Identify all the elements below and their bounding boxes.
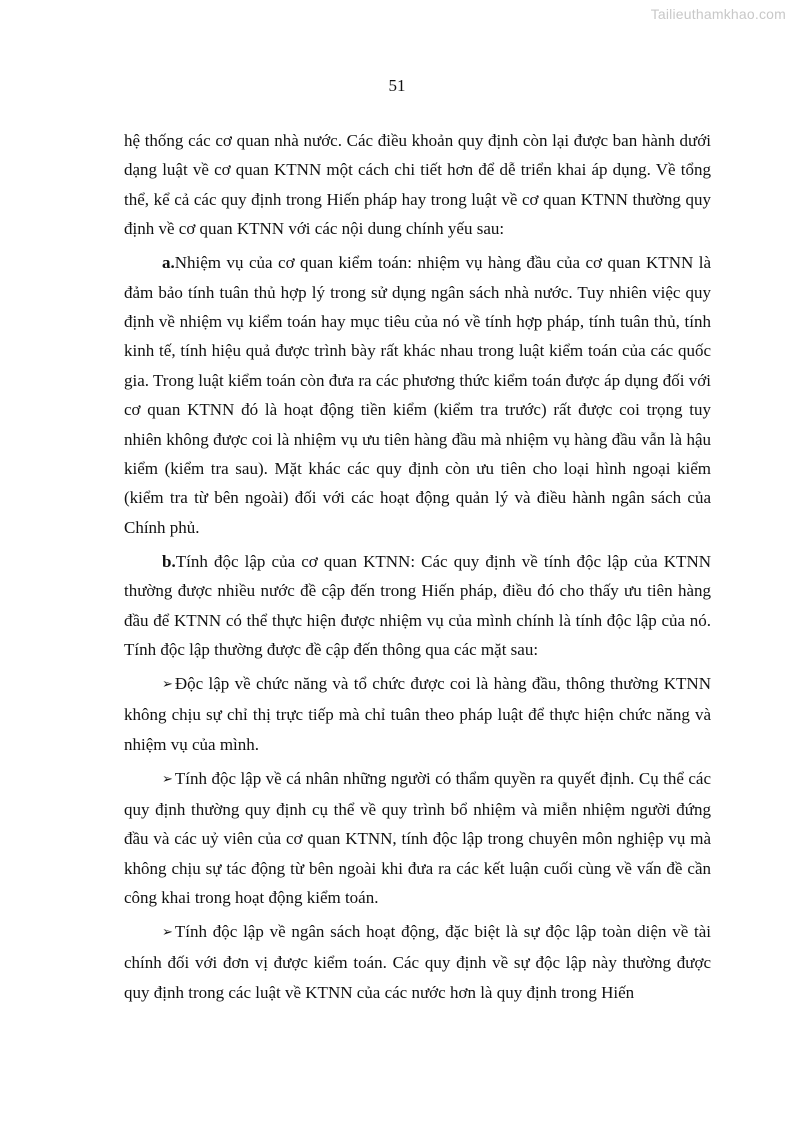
watermark: Tailieuthamkhao.com (650, 6, 786, 22)
bullet-item-1 (124, 669, 711, 759)
bullet-item-2 (124, 764, 711, 913)
section-b-label: b. (162, 551, 176, 571)
page-body (124, 126, 711, 1012)
arrow-bullet-icon: ➢ (162, 676, 173, 692)
paragraph-intro: hệ thống các cơ quan nhà nước. Các điều khoản quy định còn lại được ban hành dưới dạng luật về cơ quan KTNN một cách chi tiết hơn để dễ triển khai áp dụng. Về tổng thể, kể cả các quy định trong Hiến pháp hay trong luật về cơ quan KTNN thường quy định về cơ quan KTNN với các nội dung chính yếu sau: (124, 131, 711, 239)
arrow-bullet-icon: ➢ (162, 925, 173, 941)
paragraph-a (124, 248, 711, 542)
bullet-item-3-text: Tính độc lập về ngân sách hoạt động, đặc biệt là sự độc lập toàn diện về tài chính đối với đơn vị được kiểm toán. Các quy định về sự độc lập này thường được quy định trong các luật về KTNN của các nước hơn là quy định trong Hiến (124, 922, 711, 1002)
bullet-item-2-text: Tính độc lập về cá nhân những người có thẩm quyền ra quyết định. Cụ thể các quy định thường quy định cụ thể về quy trình bổ nhiệm và miễn nhiệm người đứng đầu và các uỷ viên của cơ quan KTNN, tính độc lập trong chuyên môn nghiệp vụ mà không chịu sự tác động từ bên ngoài khi đưa ra các kết luận cuối cùng về vấn đề cần công khai trong hoạt động kiểm toán. (124, 768, 711, 908)
paragraph-b (124, 547, 711, 665)
bullet-item-1-text: Độc lập về chức năng và tổ chức được coi là hàng đầu, thông thường KTNN không chịu sự chỉ thị trực tiếp mà chỉ tuân theo pháp luật để thực hiện chức năng và nhiệm vụ của mình. (124, 673, 711, 754)
arrow-bullet-icon: ➢ (162, 771, 173, 787)
section-b-text: Tính độc lập của cơ quan KTNN: Các quy định về tính độc lập của KTNN thường được nhiều nước đề cập đến trong Hiến pháp, điều đó cho thấy ưu tiên hàng đầu để KTNN có thể thực hiện được nhiệm vụ của mình chính là tính độc lập của nó. Tính độc lập thường được đề cập đến thông qua các mặt sau: (124, 551, 711, 659)
page-number: 51 (388, 76, 406, 95)
bullet-item-3 (124, 917, 711, 1007)
section-a-text: Nhiệm vụ của cơ quan kiểm toán: nhiệm vụ hàng đầu của cơ quan KTNN là đảm bảo tính tuân thủ hợp lý trong sử dụng ngân sách nhà nước. Tuy nhiên việc quy định về nhiệm vụ kiểm toán hay mục tiêu của nó về tính hợp pháp, tính tuân thủ, tính kinh tế, tính hiệu quả được trình bày rất khác nhau trong luật kiểm toán của các quốc gia. Trong luật kiểm toán còn đưa ra các phương thức kiểm toán được áp dụng đối với cơ quan KTNN đó là hoạt động tiền kiểm (kiểm tra trước) rất được coi trọng tuy nhiên không được coi là nhiệm vụ ưu tiên hàng đầu mà nhiệm vụ hàng đầu vẫn là hậu kiểm (kiểm tra sau). Mặt khác các quy định còn ưu tiên cho loại hình ngoại kiểm (kiểm tra từ bên ngoài) đối với các hoạt động quản lý và điều hành ngân sách của Chính phủ. (124, 253, 711, 537)
section-a-label: a. (162, 253, 175, 273)
